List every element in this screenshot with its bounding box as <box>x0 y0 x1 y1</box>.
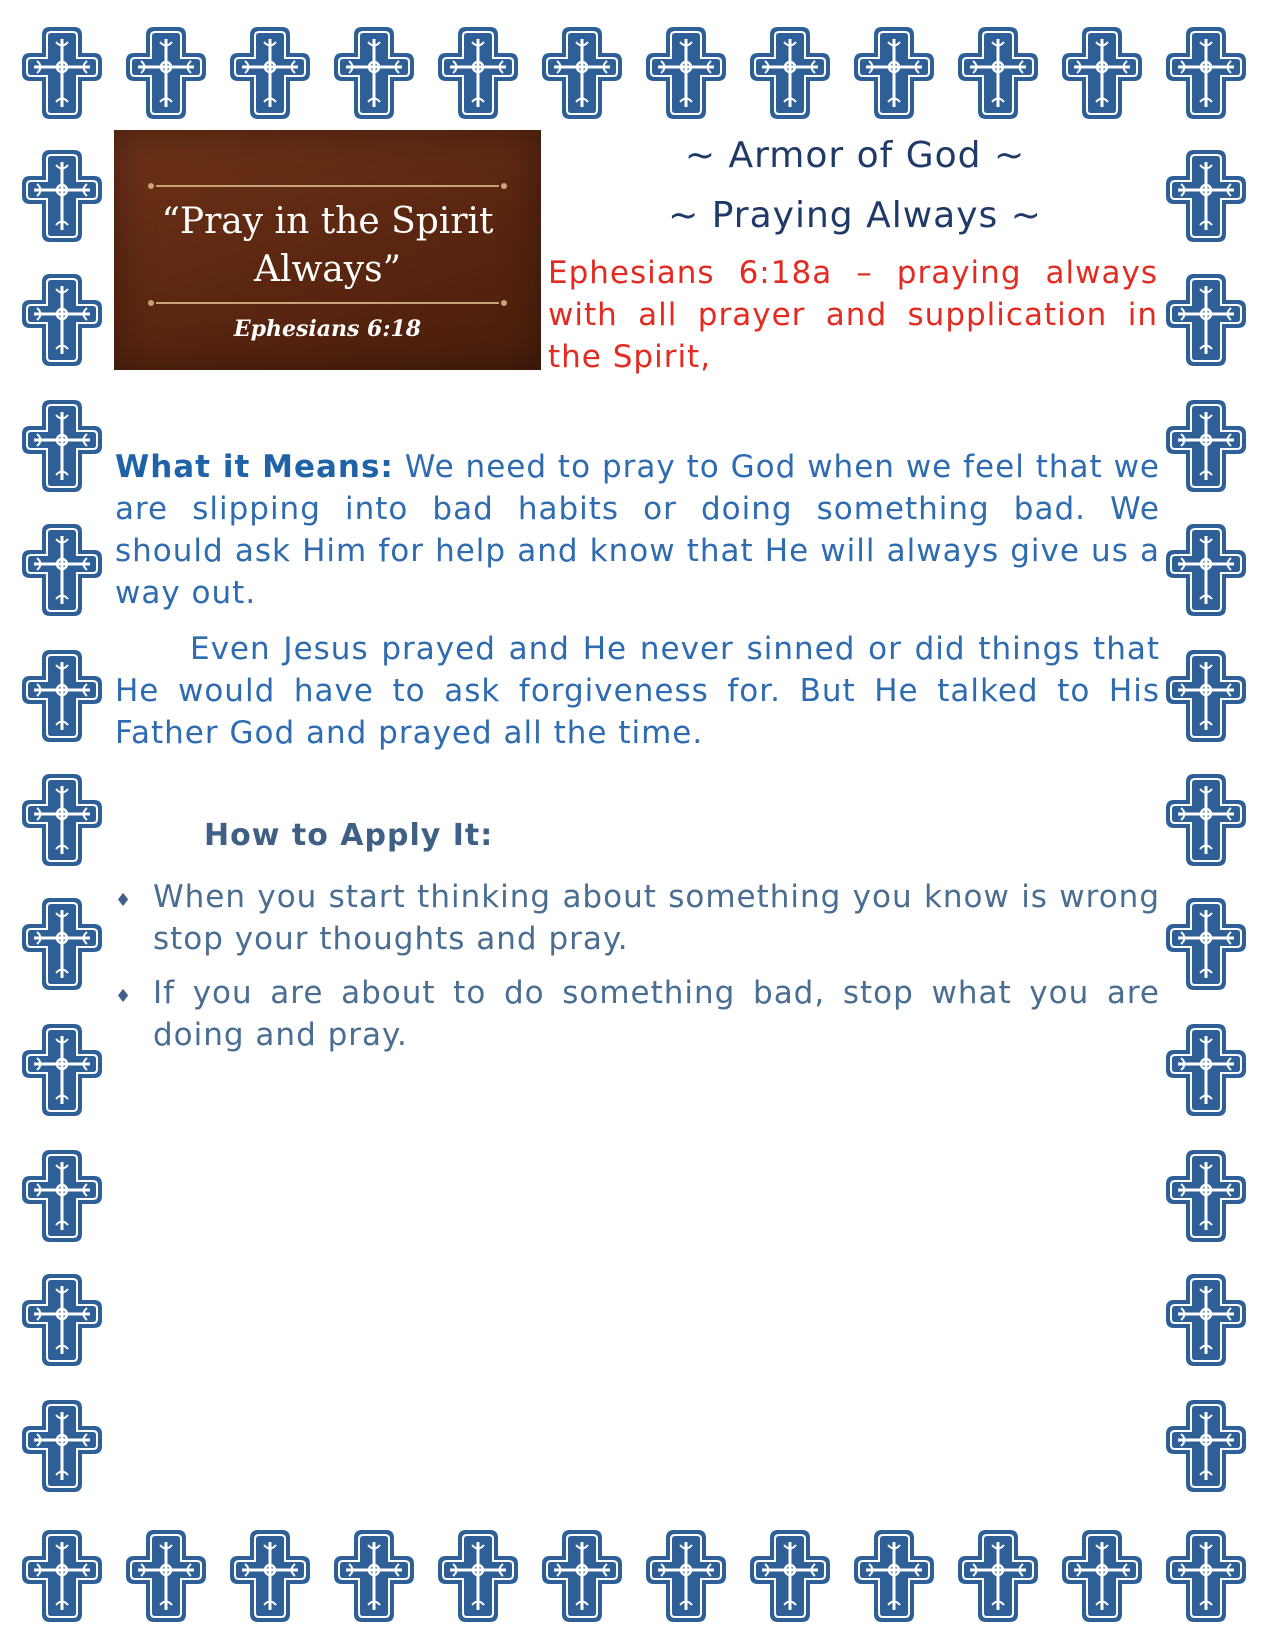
cross-icon <box>20 772 104 868</box>
image-quote: “Pray in the Spirit Always” <box>161 201 494 290</box>
cross-icon <box>1060 25 1144 121</box>
cross-icon <box>1164 398 1248 494</box>
cross-icon <box>956 25 1040 121</box>
cross-icon <box>20 1022 104 1118</box>
cross-icon <box>1164 772 1248 868</box>
cross-icon <box>1164 896 1248 992</box>
cross-icon <box>20 398 104 494</box>
top-divider <box>156 185 499 187</box>
cross-icon <box>20 148 104 244</box>
cross-icon <box>1164 1528 1248 1624</box>
cross-icon <box>20 1398 104 1494</box>
cross-icon <box>748 25 832 121</box>
cross-icon <box>1164 522 1248 618</box>
cross-icon <box>20 522 104 618</box>
cross-icon <box>436 1528 520 1624</box>
cross-icon <box>644 1528 728 1624</box>
cross-icon <box>644 25 728 121</box>
apply-list <box>115 876 1160 1068</box>
cross-icon <box>1060 1528 1144 1624</box>
cross-icon <box>1164 25 1248 121</box>
cross-icon <box>20 25 104 121</box>
cross-icon <box>20 1148 104 1244</box>
bullet-icon: ♦ <box>115 890 133 911</box>
cross-icon <box>228 25 312 121</box>
cross-icon <box>228 1528 312 1624</box>
cross-icon <box>1164 1398 1248 1494</box>
list-item-text: When you start thinking about something you know is wrong stop your thoughts and pray. <box>153 879 1160 957</box>
cross-icon <box>748 1528 832 1624</box>
list-item-text: If you are about to do something bad, stop what you are doing and pray. <box>153 975 1160 1053</box>
page-subtitle: ~ Praying Always ~ <box>668 195 1042 236</box>
cross-icon <box>1164 1272 1248 1368</box>
cross-icon <box>332 25 416 121</box>
cross-icon <box>1164 1022 1248 1118</box>
bottom-divider <box>156 302 499 304</box>
cross-icon <box>852 25 936 121</box>
meaning-paragraph <box>115 446 1160 614</box>
page-title: ~ Armor of God ~ <box>684 135 1026 176</box>
cross-icon <box>1164 1148 1248 1244</box>
cross-icon <box>436 25 520 121</box>
list-item <box>115 876 1160 960</box>
verse-image <box>114 130 541 370</box>
bullet-icon: ♦ <box>115 986 133 1007</box>
cross-icon <box>956 1528 1040 1624</box>
apply-heading: How to Apply It: <box>204 818 494 853</box>
cross-icon <box>1164 648 1248 744</box>
cross-icon <box>124 25 208 121</box>
cross-icon <box>20 272 104 368</box>
cross-icon <box>540 1528 624 1624</box>
meaning-text: We need to pray to God when we feel that we are slipping into bad habits or doing something bad. We should ask Him for help and know that He will always give us a way out. <box>115 449 1160 611</box>
meaning-label: What it Means: <box>115 449 394 485</box>
list-item <box>115 972 1160 1056</box>
cross-icon <box>1164 148 1248 244</box>
jesus-paragraph: Even Jesus prayed and He never sinned or did things that He would have to ask forgiveness for. But He talked to His Father God and prayed all the time. <box>115 631 1160 751</box>
cross-icon <box>20 1272 104 1368</box>
cross-icon <box>20 1528 104 1624</box>
cross-icon <box>332 1528 416 1624</box>
cross-icon <box>20 648 104 744</box>
cross-icon <box>20 896 104 992</box>
image-reference: Ephesians 6:18 <box>233 316 422 342</box>
scripture-verse: Ephesians 6:18a – praying always with all prayer and supplication in the Spirit, <box>548 255 1158 375</box>
cross-icon <box>852 1528 936 1624</box>
cross-icon <box>540 25 624 121</box>
cross-icon <box>124 1528 208 1624</box>
cross-icon <box>1164 272 1248 368</box>
